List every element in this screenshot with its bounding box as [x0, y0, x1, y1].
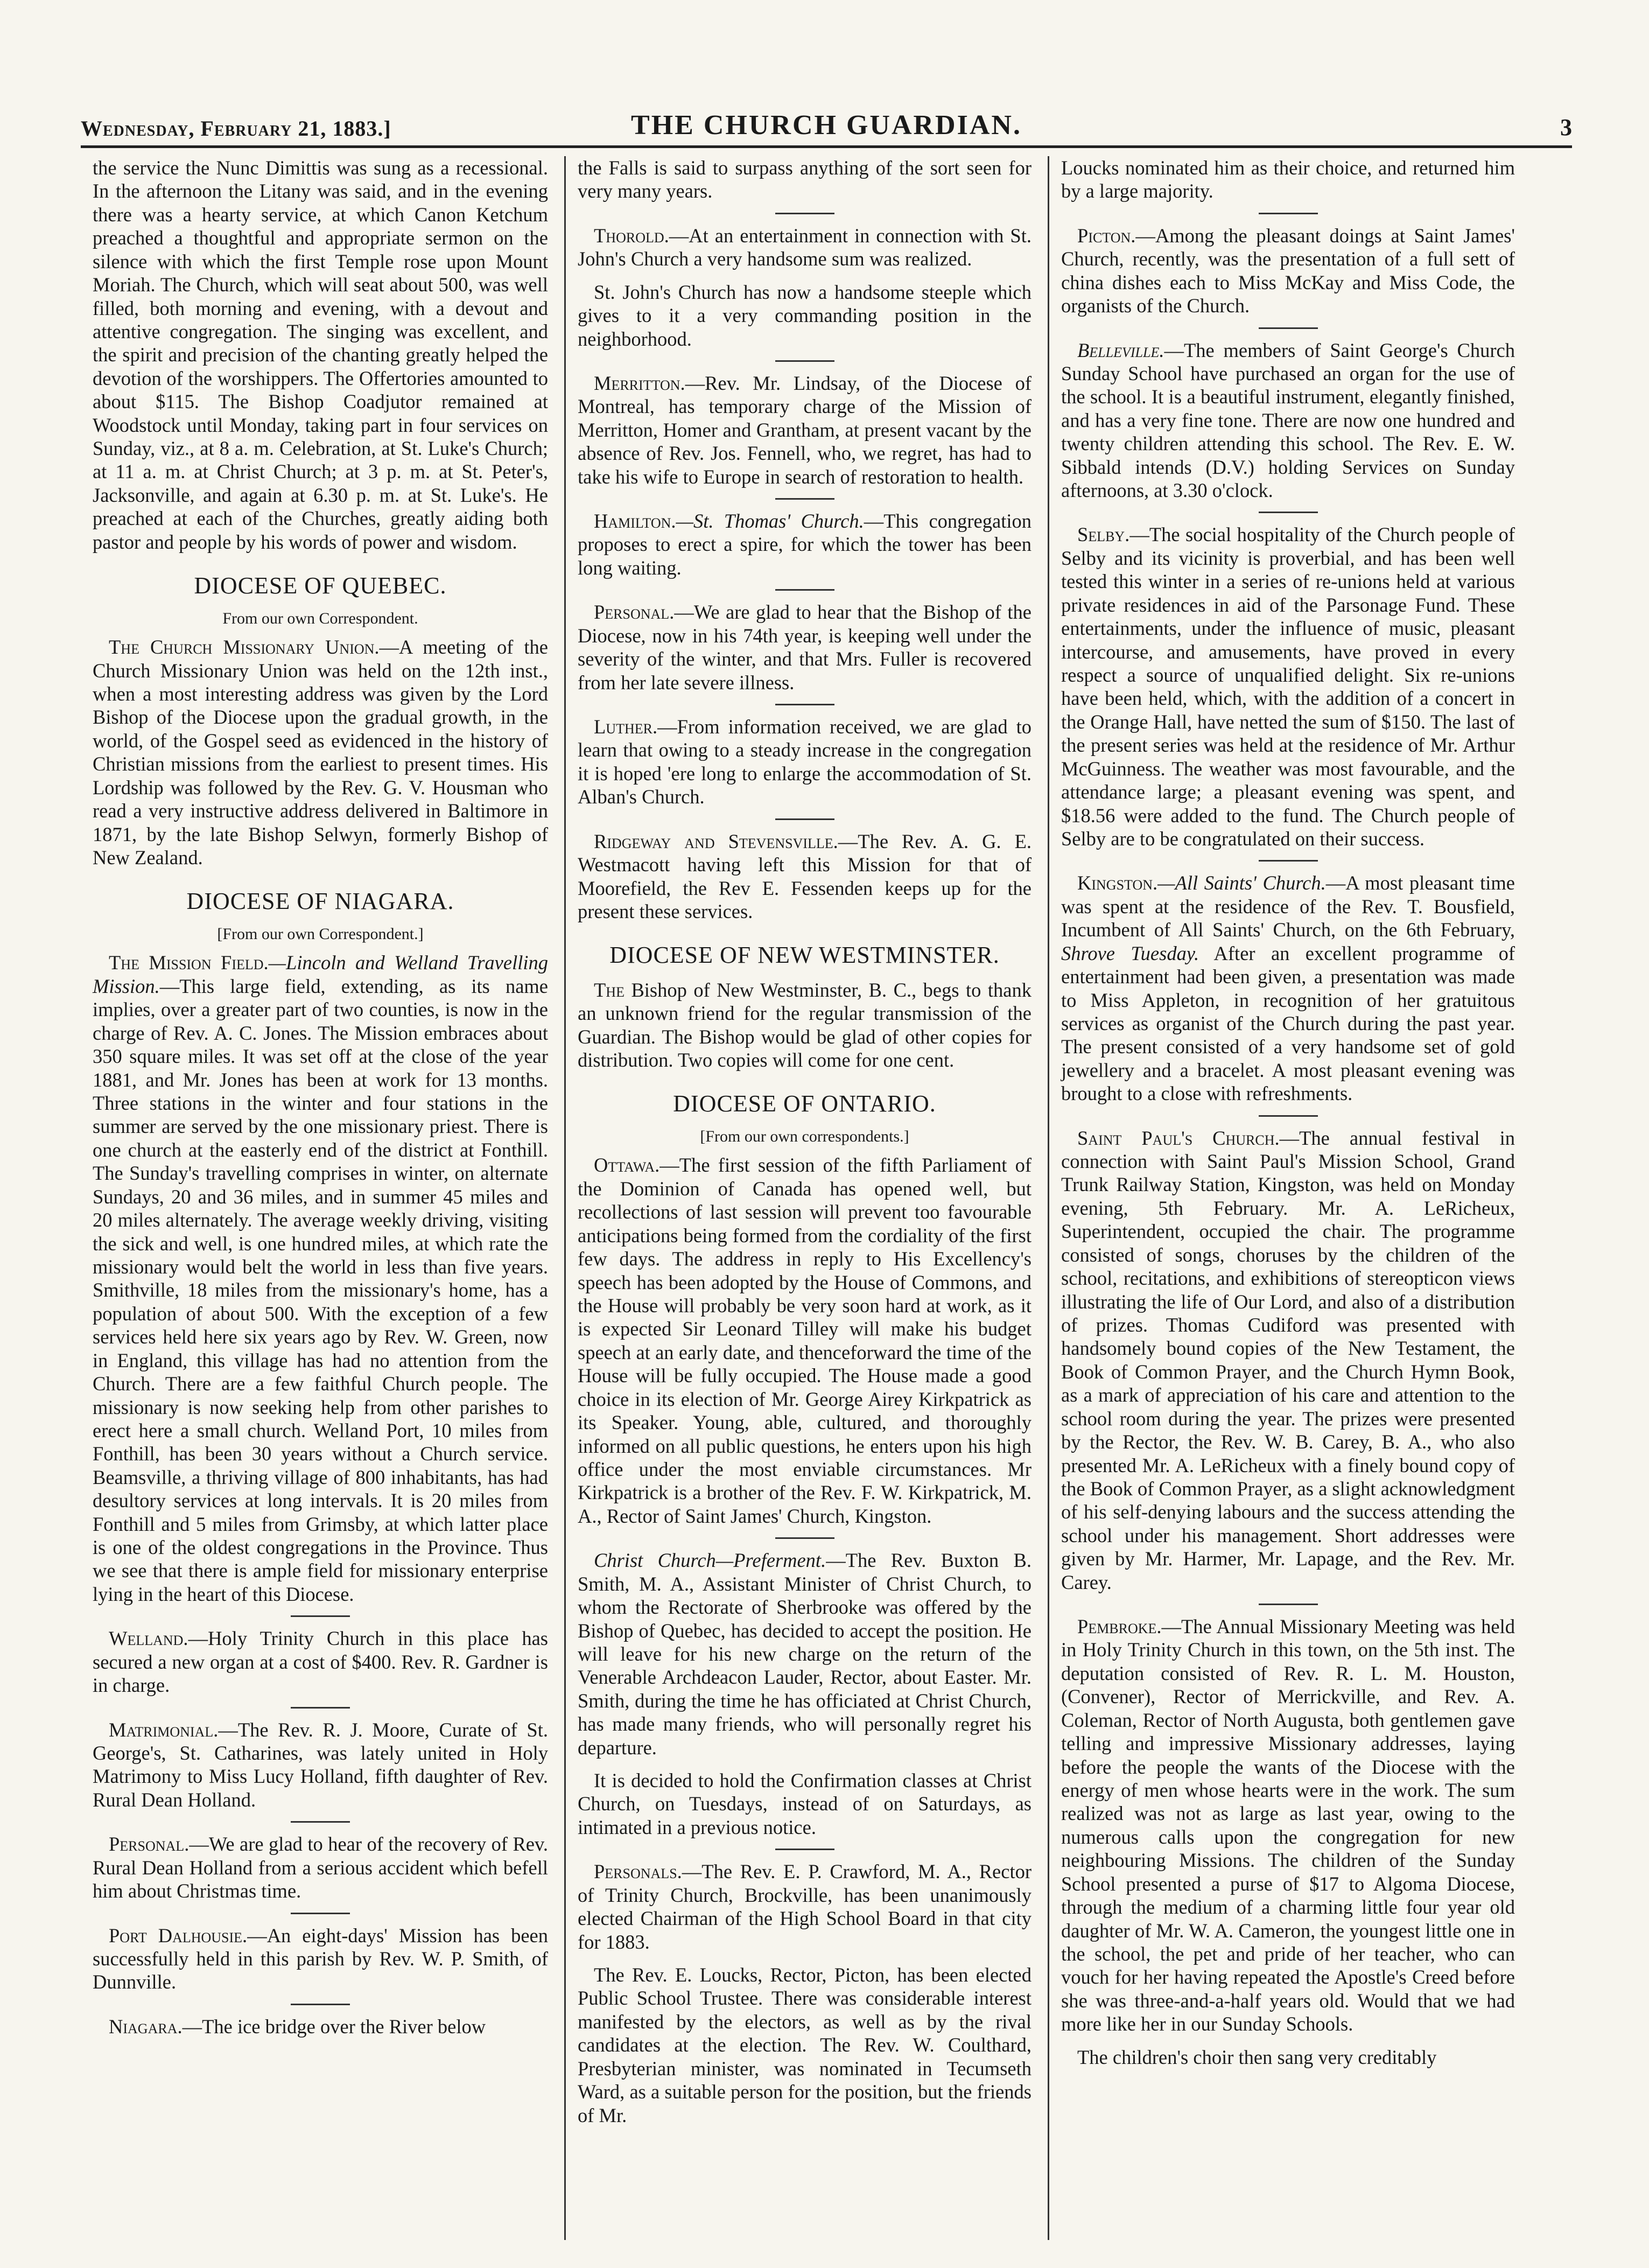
paragraph: Belleville.—The members of Saint George's Church Sunday School have purchased an organ for the use of the school. It is a beautiful instrument, elegantly finished, and has a very fine tone. There are now one hundred and twenty children attending this school. The Rev. E. W. Sibbald intends (D.V.) holding Services on Sunday afternoons, at 3.30 o'clock. [1061, 339, 1515, 502]
item-lead: Welland. [109, 1627, 188, 1650]
paragraph: Niagara.—The ice bridge over the River below [109, 2015, 486, 2038]
column-1 [81, 156, 560, 2240]
divider [775, 360, 834, 362]
issue-date: Wednesday, February 21, 1883.] [81, 116, 391, 141]
item-lead: Pembroke. [1077, 1615, 1162, 1638]
correspondent-note: [From our own Correspondent.] [217, 925, 424, 943]
divider [775, 704, 834, 705]
item-lead: Ridgeway and Stevensville. [594, 830, 838, 852]
paragraph: The Rev. E. Loucks, Rector, Picton, has been elected Public School Trustee. There was considerable interest manifested by the electors, as well as by the rival candidates at the election. The Rev. W. Coulthard, Presbyterian minister, was nominated in Tecumseth Ward, as a suitable person for the position, but the friends of Mr. [578, 1963, 1031, 2126]
divider [291, 1821, 350, 1823]
divider [775, 213, 834, 214]
divider [775, 1849, 834, 1850]
divider [1259, 327, 1318, 329]
divider [775, 589, 834, 591]
paragraph: Port Dalhousie.—An eight-days' Mission has been successfully held in this parish by Rev. W. P. Smith, of Dunnville. [93, 1924, 548, 1993]
column-3 [1048, 156, 1527, 2240]
paragraph: Matrimonial.—The Rev. R. J. Moore, Curate of St. George's, St. Catharines, was lately united in Holy Matrimony to Miss Lucy Holland, fifth daughter of Rev. Rural Dean Holland. [93, 1718, 548, 1811]
paragraph: Welland.—Holy Trinity Church in this place has secured a new organ at a cost of $400. Rev. R. Gardner is in charge. [93, 1627, 548, 1697]
item-lead: Personal. [109, 1833, 190, 1856]
section-heading-new-westminster: DIOCESE OF NEW WESTMINSTER. [609, 942, 1000, 969]
item-lead: Matrimonial. [109, 1718, 219, 1741]
paragraph: Pembroke.—The Annual Missionary Meeting was held in Holy Trinity Church in this town, on the 5th inst. The deputation consisted of Rev. R. L. M. Houston, (Convener), Rector of Merrickville, and Rev. A. Coleman, Rector of North Augusta, both gentlemen gave telling and impressive Missionary addresses, laying before the people the wants of the Diocese with the energy of men whose hearts were in the work. The sum realized was not as large as last year, owing to the numerous calls upon the congregation for new neighbouring Missions. The children of the Sunday School presented a purse of $17 to Algoma Diocese, through the medium of a charming little four year old daughter of Mr. W. A. Cameron, the youngest little one in the school, the pet and pride of her teacher, who can vouch for her having repeated the Apostle's Creed before she was three-and-a-half years old. Would that we had more like her in our Sunday Schools. [1061, 1615, 1515, 2035]
divider [1259, 1604, 1318, 1605]
paragraph: Thorold.—At an entertainment in connection with St. John's Church a very handsome sum was realized. [578, 224, 1031, 270]
item-lead: The Mission Field. [109, 951, 269, 974]
divider [291, 2004, 350, 2005]
divider [291, 1707, 350, 1709]
item-lead: The [594, 978, 624, 1001]
section-heading-ontario: DIOCESE OF ONTARIO. [673, 1090, 936, 1117]
item-lead: Kingston. [1077, 872, 1158, 894]
paragraph: Ottawa.—The first session of the fifth Parliament of the Dominion of Canada has opened well, but recollections of last session will prevent too favourable anticipations being formed from the cordiality of the first few days. The address in reply to His Excellency's speech has been adopted by the House of Commons, and the House will probably be very soon hard at work, as it is expected Sir Leonard Tilley will make his budget speech at an early date, and thenceforward the time of the House will be fully occupied. The House made a good choice in its election of Mr. George Airey Kirkpatrick as its Speaker. Young, able, cultured, and thoroughly informed on all public questions, he enters upon his high office under the most enviable circumstances. Mr Kirkpatrick is a brother of the Rev. F. W. Kirkpatrick, M. A., Rector of Saint James' Church, Kingston. [578, 1154, 1031, 1527]
paragraph: Picton.—Among the pleasant doings at Saint James' Church, recently, was the presentation of a full sett of china dishes each to Miss McKay and Miss Code, the organists of the Church. [1061, 224, 1515, 317]
paragraph: Kingston.—All Saints' Church.—A most pleasant time was spent at the residence of the Rev. T. Bousfield, Incumbent of All Saints' Church, on the 6th February, Shrove Tuesday. After an excellent programme of entertainment had been given, a presentation was made to Miss Appleton, in recognition of her gratuitous services as organist of the Church during the past year. The present consisted of a very handsome set of gold jewellery and a bracelet. A most pleasant evening was brought to a close with refreshments. [1061, 872, 1515, 1105]
paragraph: Personals.—The Rev. E. P. Crawford, M. A., Rector of Trinity Church, Brockville, has been unanimously elected Chairman of the High School Board in that city for 1883. [578, 1860, 1031, 1953]
item-lead: Niagara. [109, 2015, 183, 2038]
article-columns [81, 156, 1572, 2240]
divider [291, 1615, 350, 1617]
item-lead: Personal. [594, 601, 675, 624]
paragraph: the Falls is said to surpass anything of the sort seen for very many years. [578, 157, 1031, 202]
divider [1259, 860, 1318, 862]
item-lead: Christ Church—Preferment. [594, 1549, 826, 1572]
item-lead: Hamilton. [594, 510, 676, 533]
paragraph: Personal.—We are glad to hear that the Bishop of the Diocese, now in his 74th year, is keeping well under the severity of the winter, and that Mrs. Fuller is recovered from her late severe illness. [578, 601, 1031, 694]
page-number: 3 [1560, 114, 1572, 141]
correspondent-note: From our own Correspondent. [222, 609, 418, 627]
item-lead: Ottawa. [594, 1154, 660, 1177]
page-header [81, 97, 1572, 148]
column-2 [564, 156, 1043, 2240]
paragraph: Ridgeway and Stevensville.—The Rev. A. G. E. Westmacott having left this Mission for that of Moorefield, the Rev E. Fessenden keeps up for the present these services. [578, 830, 1031, 922]
paragraph: Hamilton.—St. Thomas' Church.—This congregation proposes to erect a spire, for which the tower has been long waiting. [578, 510, 1031, 579]
paragraph: The Mission Field.—Lincoln and Welland Travelling Mission.—This large field, extending, as its name implies, over a greater part of two counties, is now in the charge of Rev. A. C. Jones. The Mission embraces about 350 square miles. It was set off at the close of the year 1881, and Mr. Jones has been at work for 13 months. Three stations in the winter and four stations in the summer are served by the one missionary priest. There is one church at the easterly end of the district at Fonthill. The Sunday's travelling comprises in winter, on alternate Sundays, 20 and 36 miles, and in summer 45 miles and 20 miles alternately. The average weekly driving, visiting the sick and well, is one hundred miles, at which rate the missionary would belt the world in less than five years. Smithville, 18 miles from the missionary's home, has a population of about 500. With the exception of a few services held here six years ago by Rev. W. Green, now in England, this village has had no attention from the Church. There are a few faithful Church people. The missionary is now seeking help from other parishes to erect here a small church. Welland Port, 10 miles from Fonthill, has been 30 years without a Church service. Beamsville, a thriving village of 800 inhabitants, has had desultory services at long intervals. It is 20 miles from Fonthill and 5 miles from Grimsby, at which latter place is one of the oldest congregations in the Province. Thus we see that there is ample field for missionary enterprise lying in the heart of this Diocese. [93, 951, 548, 1605]
divider [775, 1537, 834, 1539]
item-lead: Port Dalhousie. [109, 1924, 248, 1947]
item-lead: Saint Paul's Church. [1077, 1126, 1280, 1149]
paragraph: Luther.—From information received, we are glad to learn that owing to a steady increase in the congregation it is hoped 'ere long to enlarge the accommodation of St. Alban's Church. [578, 716, 1031, 808]
divider [1259, 213, 1318, 214]
divider [1259, 512, 1318, 513]
item-lead: The Church Missionary Union. [109, 636, 380, 659]
paragraph: The children's choir then sang very creditably [1077, 2046, 1437, 2068]
paragraph: The Bishop of New Westminster, B. C., begs to thank an unknown friend for the regular transmission of the Guardian. The Bishop would be glad of other copies for distribution. Two copies will come for one cent. [578, 978, 1031, 1072]
newspaper-page [81, 97, 1572, 2240]
section-heading-quebec: DIOCESE OF QUEBEC. [194, 572, 447, 599]
item-lead: Luther. [594, 716, 658, 738]
paragraph: Christ Church—Preferment.—The Rev. Buxton B. Smith, M. A., Assistant Minister of Christ Church, to whom the Rectorate of Sherbrooke was offered by the Bishop of Quebec, has decided to accept the position. He will leave for his new charge on the return of the Venerable Archdeacon Lauder, Rector, about Easter. Mr. Smith, during the time he has officiated at Christ Church, has made many friends, who will personally regret his departure. [578, 1549, 1031, 1759]
paragraph: Personal.—We are glad to hear of the recovery of Rev. Rural Dean Holland from a serious accident which befell him about Christmas time. [93, 1833, 548, 1902]
item-lead: Thorold. [594, 224, 669, 247]
item-lead: Picton. [1077, 224, 1136, 247]
paragraph: the service the Nunc Dimittis was sung as a recessional. In the afternoon the Litany was said, and in the evening there was a hearty service, at which Canon Ketchum preached a thoughtful and appropriate sermon on the silence with which the first Temple rose upon Mount Moriah. The Church, which will seat about 500, was well filled, both morning and evening, with a devout and attentive congregation. The singing was excellent, and the spirit and precision of the chanting greatly helped the devotion of the worshippers. The Offertories amounted to about $115. The Bishop Coadjutor remained at Woodstock until Monday, taking part in four services on Sunday, viz., at 8 a. m. Celebration, at St. Luke's Church; at 11 a. m. at Christ Church; at 3 p. m. at St. Peter's, Jacksonville, and again at 6.30 p. m. at St. Luke's. He preached at each of the Churches, greatly aiding both pastor and people by his words of power and wisdom. [93, 157, 548, 553]
masthead-title: THE CHURCH GUARDIAN. [631, 110, 1022, 141]
paragraph: Saint Paul's Church.—The annual festival in connection with Saint Paul's Mission School, Grand Trunk Railway Station, Kingston, was held on Monday evening, 5th February. Mr. A. LeRicheux, Superintendent, occupied the chair. The programme consisted of songs, choruses by the children of the school, recitations, and exhibitions of stereopticon views illustrating the life of Our Lord, and also of a distribution of prizes. Thomas Cudiford was presented with handsomely bound copies of the New Testament, the Book of Common Prayer, and the Church Hymn Book, as a mark of appreciation of his care and attention to the school room during the year. The prizes were presented by the Rector, the Rev. W. B. Carey, B. A., who also presented Mr. A. LeRicheux with a finely bound copy of the Book of Common Prayer, as a slight acknowledgment of his self-denying labours and the success attending the school under his management. Short addresses were given by Mr. Harmer, Mr. Lapage, and the Rev. Mr. Carey. [1061, 1126, 1515, 1593]
paragraph: Merritton.—Rev. Mr. Lindsay, of the Diocese of Montreal, has temporary charge of the Mission of Merritton, Homer and Grantham, at present vacant by the absence of Rev. Jos. Fennell, who, we regret, has had to take his wife to Europe in search of restoration to health. [578, 372, 1031, 488]
correspondent-note: [From our own correspondents.] [700, 1127, 909, 1145]
divider [775, 818, 834, 820]
paragraph: St. John's Church has now a handsome steeple which gives to it a very commanding position in the neighborhood. [578, 281, 1031, 350]
item-lead: Selby. [1077, 523, 1130, 546]
paragraph: Selby.—The social hospitality of the Church people of Selby and its vicinity is proverbial, and has been well tested this winter in a series of re-unions held at various private residences in aid of the Parsonage Fund. These entertainments, under the influence of music, pleasant intercourse, and amusements, have proved in every respect a source of unqualified delight. Six re-unions have been held, which, with the addition of a concert in the Orange Hall, have netted the sum of $150. The last of the present series was held at the residence of Mr. Arthur McGuinness. The weather was most favourable, and the attendance large; a pleasant evening was spent, and $18.56 were added to the fund. The Church people of Selby are to be congratulated on their success. [1061, 523, 1515, 850]
paragraph: It is decided to hold the Confirmation classes at Christ Church, on Tuesdays, instead of on Saturdays, as intimated in a previous notice. [578, 1769, 1031, 1838]
divider [1259, 1115, 1318, 1117]
item-lead: Belleville. [1077, 339, 1164, 361]
section-heading-niagara: DIOCESE OF NIAGARA. [186, 888, 454, 915]
paragraph: Loucks nominated him as their choice, and returned him by a large majority. [1061, 157, 1515, 202]
paragraph: The Church Missionary Union.—A meeting of the Church Missionary Union was held on the 12th inst., when a most interesting address was given by the Lord Bishop of the Diocese upon the gradual growth, in the world, of the Gospel seed as evidenced in the history of Christian missions from the earliest to present times. His Lordship was followed by the Rev. G. V. Housman who read a very instructive address delivered in Baltimore in 1871, by the late Bishop Selwyn, formerly Bishop of New Zealand. [93, 636, 548, 869]
item-lead: Merritton. [594, 372, 685, 394]
item-lead: Personals. [594, 1860, 682, 1883]
divider [291, 1913, 350, 1914]
divider [775, 498, 834, 500]
